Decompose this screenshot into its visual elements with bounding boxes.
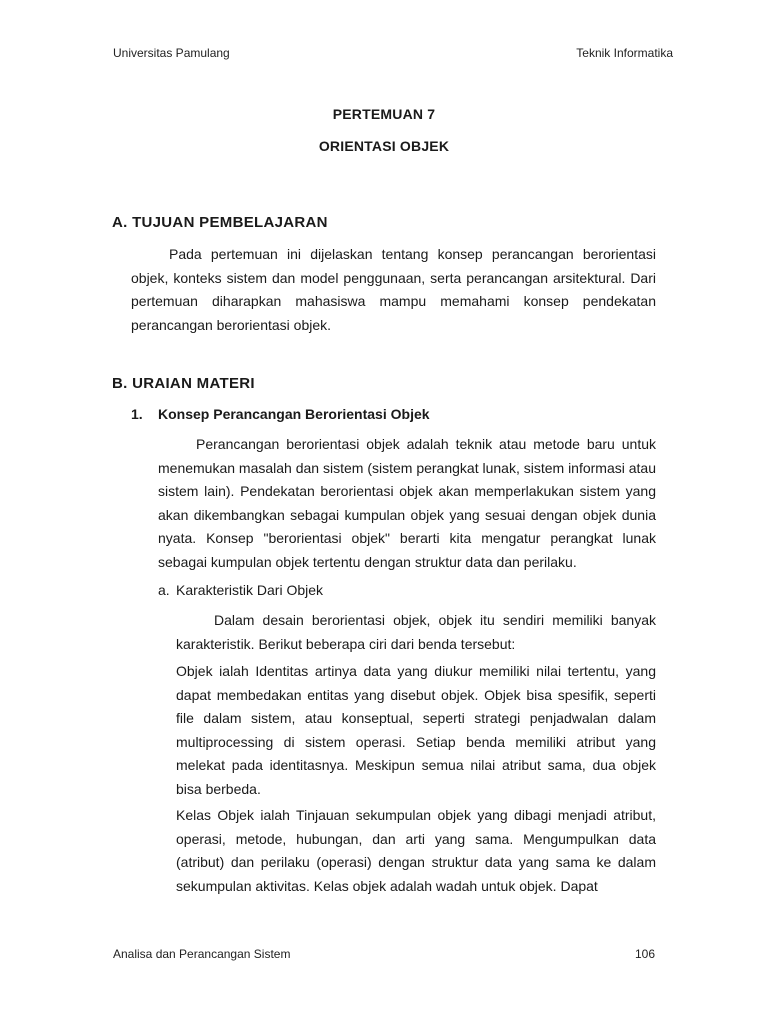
page-title: PERTEMUAN 7 — [332, 106, 436, 122]
item1-number: 1. — [131, 406, 143, 422]
header-institution: Universitas Pamulang — [113, 46, 230, 60]
page-subtitle: ORIENTASI OBJEK — [318, 138, 450, 154]
sub-a-paragraph-identity: Objek ialah Identitas artinya data yang diukur memiliki nilai tertentu, yang dapat membedakan entitas yang disebut objek. Objek bisa spesifik, seperti file dalam sistem, atau konseptual, seperti strategi penjadwalan dalam multiprocessing di sistem operasi. Setiap benda memiliki atribut yang melekat pada identitasnya. Meskipun semua nilai atribut sama, dua objek bisa berbeda. — [176, 663, 656, 797]
footer-course-title: Analisa dan Perancangan Sistem — [113, 947, 291, 961]
footer-page-number: 106 — [634, 947, 655, 961]
item1-paragraph: Perancangan berorientasi objek adalah teknik atau metode baru untuk menemukan masalah dan sistem (sistem perangkat lunak, sistem informasi atau sistem lain). Pendekatan berorientasi objek akan memperlakukan sistem yang akan dikembangkan sebagai kumpulan objek yang sesuai dengan objek dunia nyata. Konsep "berorientasi objek" berarti kita mengatur perangkat lunak sebagai kumpulan objek tertentu dengan struktur data dan perilaku. — [158, 436, 656, 570]
item1-title: Konsep Perancangan Berorientasi Objek — [158, 406, 430, 422]
sub-a-label: a. — [158, 582, 170, 598]
section-a-heading: A. TUJUAN PEMBELAJARAN — [112, 214, 328, 231]
section-a-paragraph: Pada pertemuan ini dijelaskan tentang konsep perancangan berorientasi objek, konteks sistem dan model penggunaan, serta perancangan arsitektural. Dari pertemuan diharapkan mahasiswa mampu memahami konsep pendekatan perancangan berorientasi objek. — [131, 246, 656, 333]
sub-a-intro: Dalam desain berorientasi objek, objek itu sendiri memiliki banyak karakteristik. Berikut beberapa ciri dari benda tersebut: — [176, 612, 656, 652]
sub-a-paragraph-class: Kelas Objek ialah Tinjauan sekumpulan objek yang dibagi menjadi atribut, operasi, metode, hubungan, dan arti yang sama. Mengumpulkan data (atribut) dan perilaku (operasi) dengan struktur data yang sama ke dalam sekumpulan aktivitas. Kelas objek adalah wadah untuk objek. Dapat — [176, 807, 656, 894]
sub-a-title: Karakteristik Dari Objek — [176, 582, 324, 598]
header-department: Teknik Informatika — [576, 46, 673, 60]
section-b-heading: B. URAIAN MATERI — [112, 375, 255, 392]
